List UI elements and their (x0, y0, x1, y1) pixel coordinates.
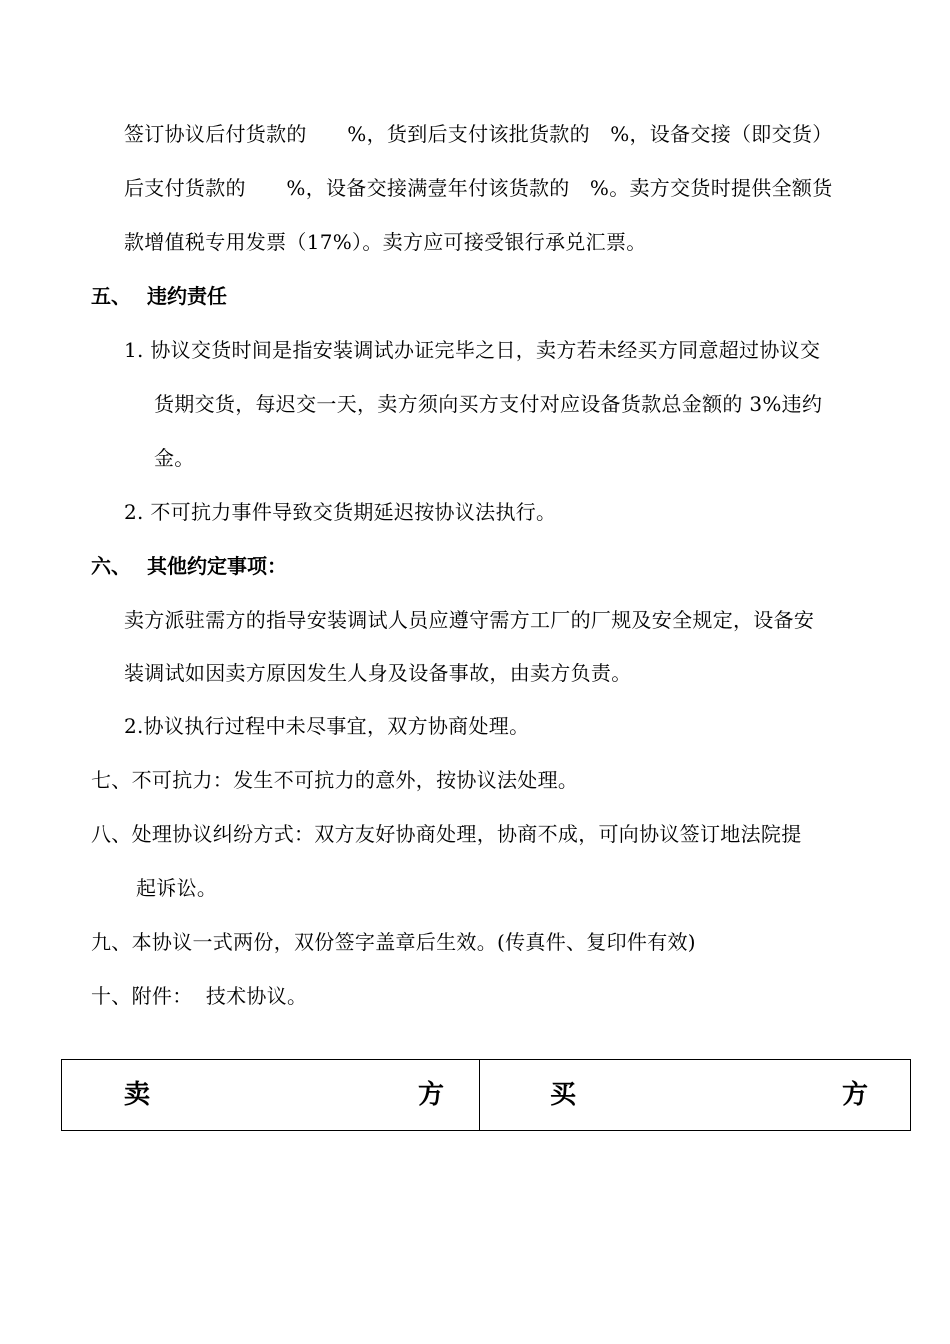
section-6-heading (91, 553, 287, 579)
section-5-item-2: 2. 不可抗力事件导致交货期延迟按协议法执行。 (124, 500, 557, 524)
buyer-label-char-1: 买 (550, 1080, 577, 1110)
section-6-item-2: 2.协议执行过程中未尽事宜，双方协商处理。 (124, 714, 530, 738)
seller-cell (62, 1060, 480, 1131)
section-6-para-1-line-2: 装调试如因卖方原因发生人身及设备事故，由卖方负责。 (124, 661, 632, 685)
section-8-line-2: 起诉讼。 (136, 876, 218, 900)
section-5-item-1-line-2: 货期交货，每迟交一天，卖方须向买方支付对应设备货款总金额的 3%违约 (154, 392, 823, 416)
section-8-line-1: 八、处理协议纠纷方式：双方友好协商处理，协商不成，可向协议签订地法院提 (91, 822, 802, 846)
section-10: 十、附件： 技术协议。 (91, 984, 308, 1008)
section-6-number: 六、 (91, 554, 131, 578)
seller-label-char-2: 方 (418, 1080, 445, 1110)
section-9: 九、本协议一式两份，双份签字盖章后生效。(传真件、复印件有效) (91, 930, 696, 954)
signature-table (61, 1059, 911, 1131)
section-5-item-1-line-1: 1. 协议交货时间是指安装调试办证完毕之日，卖方若未经买方同意超过协议交 (124, 338, 821, 362)
section-6-title: 其他约定事项： (147, 554, 287, 578)
buyer-cell (480, 1060, 911, 1131)
payment-line-2: 后支付货款的 %，设备交接满壹年付该货款的 %。卖方交货时提供全额货 (124, 176, 833, 200)
buyer-label-char-2: 方 (842, 1080, 869, 1110)
seller-label-char-1: 卖 (124, 1080, 151, 1110)
section-5-number: 五、 (91, 284, 131, 308)
section-6-para-1-line-1: 卖方派驻需方的指导安装调试人员应遵守需方工厂的厂规及安全规定，设备安 (124, 608, 815, 632)
payment-line-1: 签订协议后付货款的 %，货到后支付该批货款的 %，设备交接（即交货） (124, 122, 833, 146)
signature-row (62, 1060, 911, 1131)
section-5-item-1-line-3: 金。 (154, 446, 195, 470)
payment-line-3: 款增值税专用发票（17%）。卖方应可接受银行承兑汇票。 (124, 230, 647, 254)
section-5-title: 违约责任 (147, 284, 227, 308)
section-5-heading (91, 283, 227, 309)
section-7: 七、不可抗力：发生不可抗力的意外，按协议法处理。 (91, 768, 579, 792)
